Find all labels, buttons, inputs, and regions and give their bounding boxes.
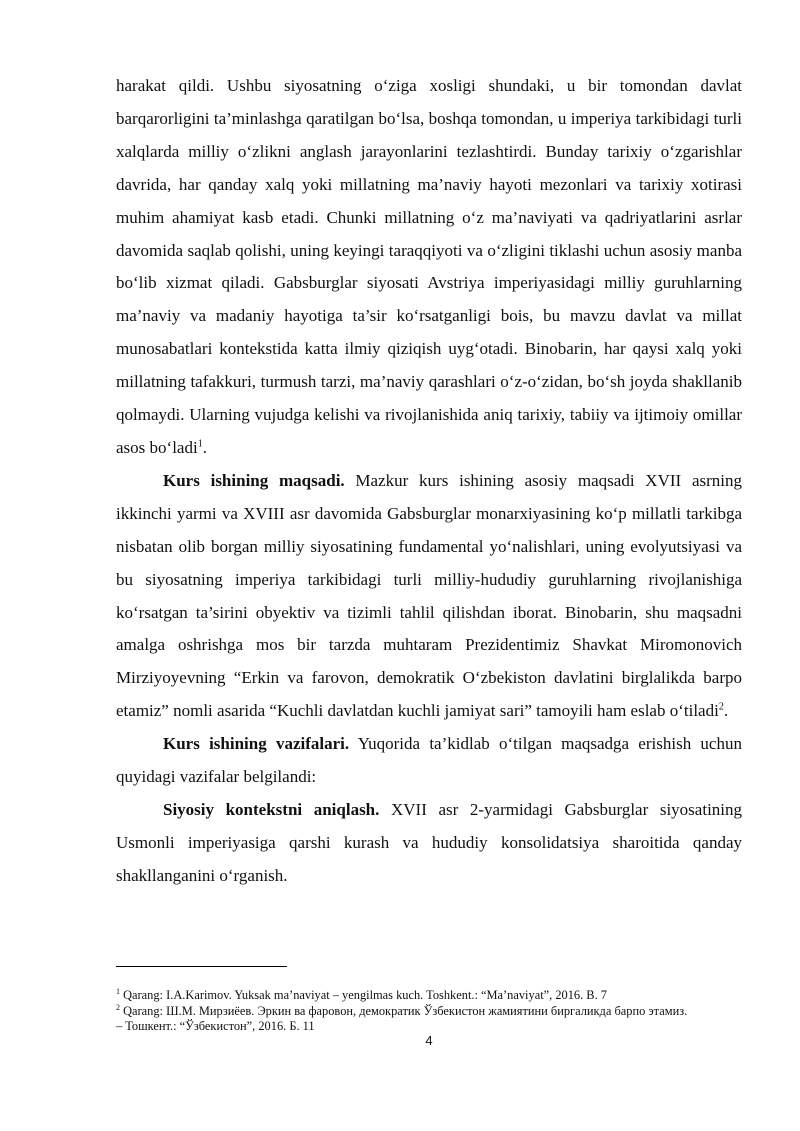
page-number: 4 [425,1033,433,1048]
paragraph-political-context: Siyosiy kontekstni aniqlash. XVII asr 2-yarmidagi Gabsburglar siyosatining Usmonli imperiyasiga qarshi kurash va hududiy konsolidatsiya sharoitida qanday shakllanganini o‘rganish. [116,799,743,885]
paragraph-goal: Kurs ishining maqsadi. Mazkur kurs ishining asosiy maqsadi XVII asrning ikkinchi yarmi va XVIII asr davomida Gabsburglar monarxiyasining ko‘p millatli tarkibga nisbatan olib borgan milliy siyosatining fundamental yo‘nalishlari, uning evolyutsiyasi va bu siyosatning imperiya tarkibidagi turli milliy-hududiy guruhlarning rivojlanishiga ko‘rsatgan ta’sirini obyektiv va tizimli tahlil qilishdan iborat. Binobarin, shu maqsadni amalga oshrishga mos bir tarzda muhtaram Prezidentimiz Shavkat Miromonovich Mirziyoyevning “Erkin va farovon, demokratik O‘zbekiston davlatini birglalikda barpo etamiz” nomli asarida “Kuchli davlatdan kuchli jamiyat sari” tamoyili ham eslab o‘tiladi$^2$. [116,470,742,721]
footnotes [116,988,742,1035]
footnote-2-continuation: – Тошкент.: “Ўзбекистон”, 2016. Б. 11 [116,1019,315,1034]
paragraph-tasks: Kurs ishining vazifalari. Yuqorida ta’kidlab o‘tilgan maqsadga erishish uchun quyidagi vazifalar belgilandi: [116,734,742,787]
paragraph-intro: harakat qildi. Ushbu siyosatning o‘ziga xosligi shundaki, u bir tomondan davlat barqarorligini ta’minlashga qaratilgan bo‘lsa, boshqa tomondan, u imperiya tarkibidagi turli xalqlarda milliy o‘zlikni anglash jarayonlarini tezlashtirdi. Bunday tarixiy o‘zgarishlar davrida, har qanday xalq yoki millatning ma’naviy hayoti mezonlari va tarixiy xotirasi muhim ahamiyat kasb etadi. Chunki millatning o‘z ma’naviyati va qadriyatlarini asrlar davomida saqlab qolishi, uning keyingi taraqqiyoti va o‘zligini tiklashi uchun asosiy manba bo‘lib xizmat qiladi. Gabsburglar siyosati Avstriya imperiyasidagi milliy guruhlarning ma’naviy va madaniy hayotiga ta’sir ko‘rsatganligi bois, bu mavzu davlat va millat munosabatlari kontekstida katta ilmiy qiziqish uyg‘otadi. Binobarin, har qaysi xalq yoki millatning tafakkuri, turmush tarzi, ma’naviy qarashlari o‘z-o‘zidan, bo‘sh joyda shakllanib qolmaydi. Ularning vujudga kelishi va rivojlanishida aniq tarixiy, tabiiy va ijtimoiy omillar asos bo‘ladi$^1$. [116,76,742,457]
footnote-separator [116,966,287,967]
tasks-heading: Kurs ishining vazifalari. [163,734,350,754]
body-text [116,70,742,893]
footnote-ref-2[interactable]: 2 [718,701,724,713]
footnote-2: $^2$ Qarang: Ш.М. Мирзиёев. Эркин ва фаровон, демократик Ўзбекистон жамиятини биргаликда барпо этамиз. [116,1002,688,1018]
footnote-ref-1[interactable]: 1 [197,438,203,450]
footnote-1: $^1$ Qarang: I.A.Karimov. Yuksak ma’naviyat – yengilmas kuch. Toshkent.: “Ma’naviyat”, 2016. B. 7 [116,986,607,1002]
goal-heading: Kurs ishining maqsadi. [163,470,345,490]
political-context-heading: Siyosiy kontekstni aniqlash. [163,799,380,819]
